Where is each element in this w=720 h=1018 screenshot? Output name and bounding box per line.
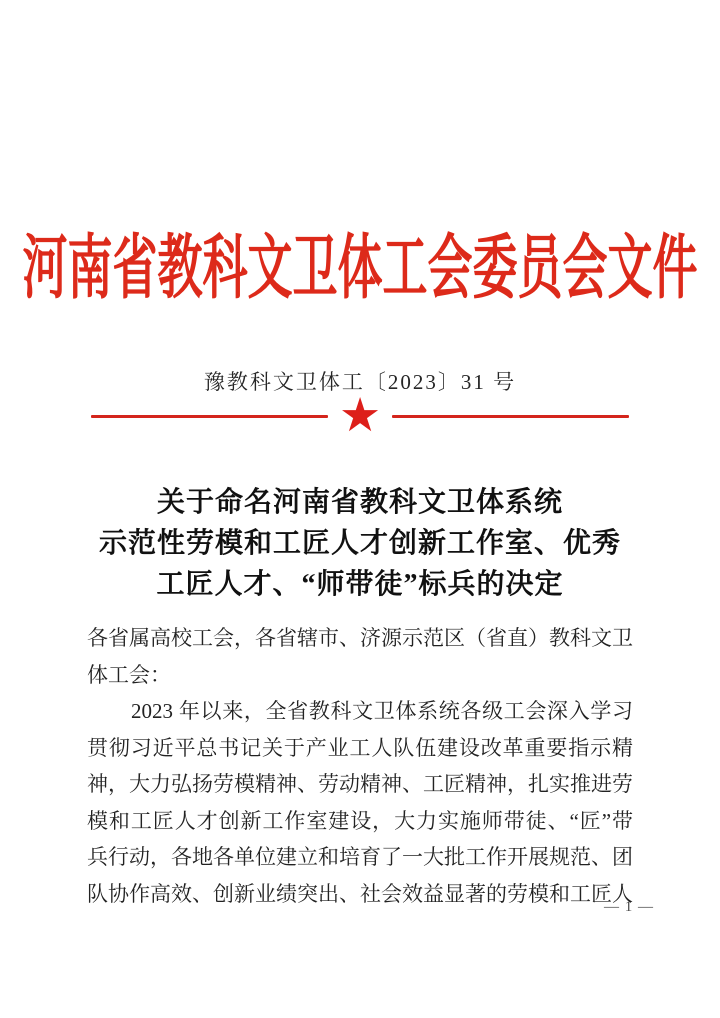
body-line: 兵行动，各地各单位建立和培育了一大批工作开展规范、团	[87, 845, 633, 869]
doc-number: 豫教科文卫体工〔2023〕31 号	[203, 370, 517, 394]
salutation-line: 各省属高校工会，各省辖市、济源示范区（省直）教科文卫	[87, 626, 633, 650]
body-line: 模和工匠人才创新工作室建设，大力实施师带徒、“匠”带	[87, 808, 633, 833]
divider-line-left	[91, 415, 328, 418]
title-line-1: 关于命名河南省教科文卫体系统	[156, 487, 563, 518]
masthead-text: 河南省教科文卫体工会委员会文件	[22, 229, 698, 307]
title-line-2: 示范性劳模和工匠人才创新工作室、优秀	[98, 528, 621, 559]
document-masthead	[0, 229, 720, 307]
document-title	[0, 482, 720, 605]
body-line: 神，大力弘扬劳模精神、劳动精神、工匠精神，扎实推进劳	[87, 772, 633, 796]
body-line: 队协作高效、创新业绩突出、社会效益显著的劳模和工匠人	[87, 881, 633, 906]
red-divider	[91, 388, 629, 443]
salutation-line: 体工会：	[87, 662, 171, 687]
body-line: 2023 年以来，全省教科文卫体系统各级工会深入学习	[131, 699, 633, 723]
document-body	[87, 620, 633, 912]
title-line-3: 工匠人才、“师带徒”标兵的决定	[156, 569, 564, 600]
red-star-icon: ★	[338, 388, 382, 443]
body-line: 贯彻习近平总书记关于产业工人队伍建设改革重要指示精	[87, 735, 633, 760]
page-number: — 1 —	[604, 899, 654, 915]
divider-line-right	[392, 415, 629, 418]
